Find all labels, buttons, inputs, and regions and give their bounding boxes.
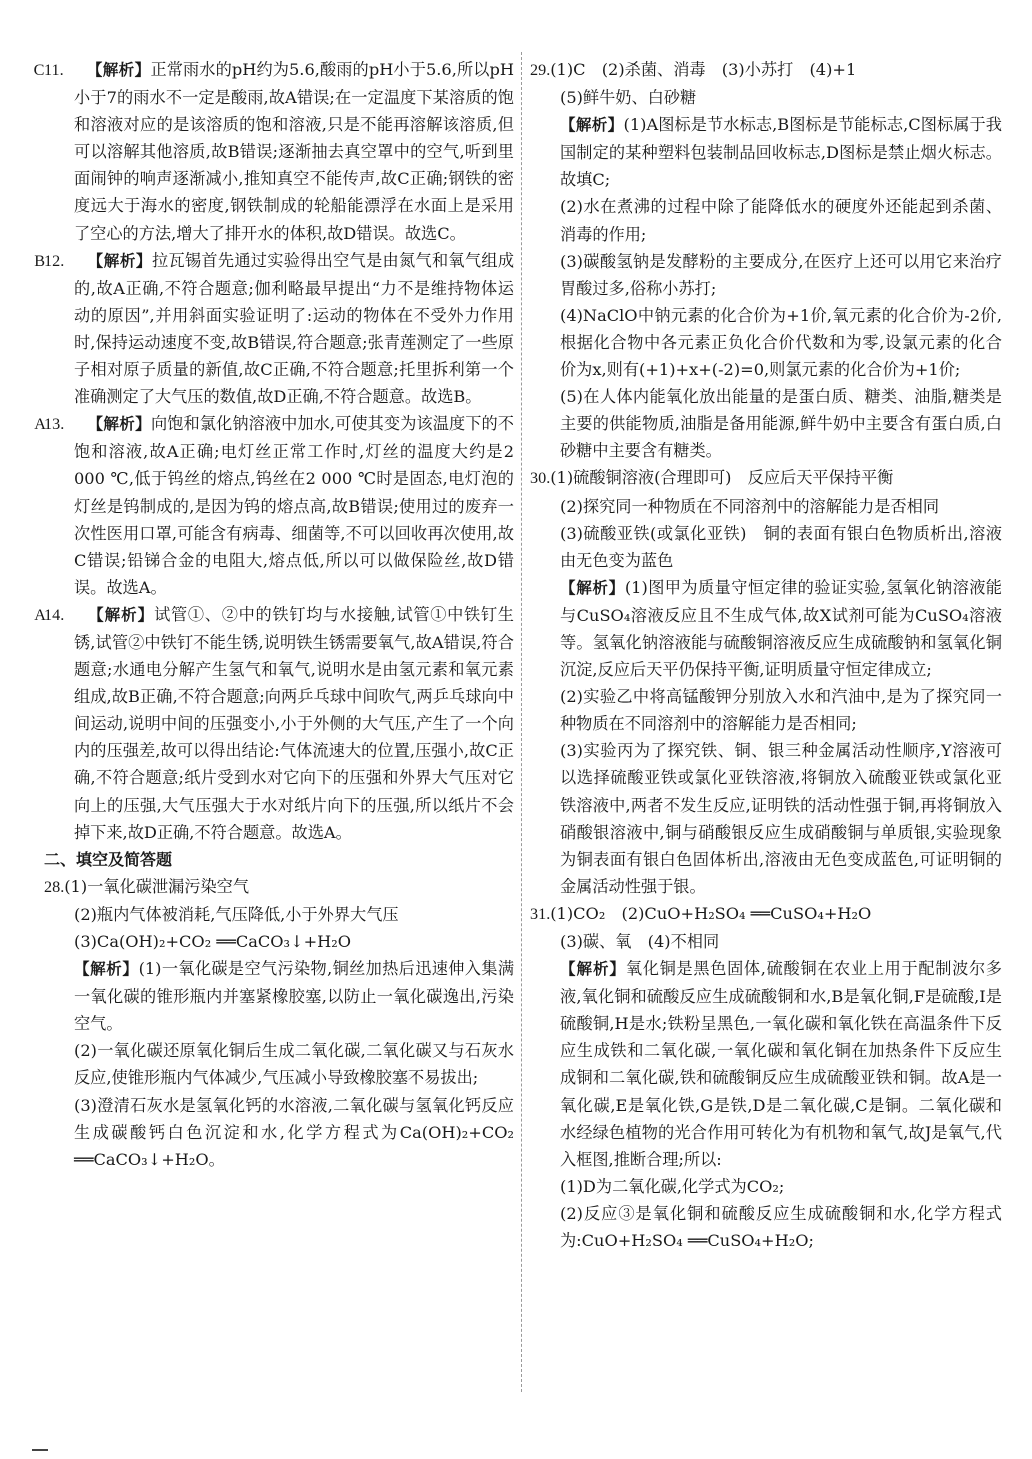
question-number: 13. [44, 415, 65, 434]
analysis-text: (1)D为二氧化碳,化学式为CO₂; [560, 1176, 785, 1196]
right-column [530, 56, 1002, 1254]
analysis-text: (1)图甲为质量守恒定律的验证实验,氢氧化钠溶液能与CuSO₄溶液反应且不生成气体,故X试剂可能为CuSO₄溶液等。氢氧化钠溶液能与硫酸铜溶液反应生成硫酸钠和氢氧化铜沉淀,反应后天平仍保持平衡,证明质量守恒定律成立; [560, 577, 1002, 680]
analysis-text: (4)NaClO中钠元素的化合价为+1价,氧元素的化合价为-2价,根据化合物中各元素正负化合价代数和为零,设氯元素的化合价为x,则有(+1)+x+(-2)=0,则氯元素的化合价为+1价; [560, 305, 1002, 380]
answer-letter: C [33, 61, 45, 79]
question-number: 12. [44, 251, 65, 270]
analysis-text: (2)水在煮沸的过程中除了能降低水的硬度外还能起到杀菌、消毒的作用; [560, 197, 1002, 244]
question-number: 11. [44, 61, 64, 79]
answer-11 [33, 56, 514, 247]
analysis-tag: 【解析】 [74, 960, 139, 979]
analysis-text: (1)一氧化碳是空气污染物,铜丝加热后迅速伸入集满一氧化碳的锥形瓶内并塞紧橡胶塞,以防止一氧化碳逸出,污染空气。 [74, 959, 515, 1034]
analysis-text: (2)一氧化碳还原氧化铜后生成二氧化碳,二氧化碳又与石灰水反应,使锥形瓶内气体减少,气压减小导致橡胶塞不易拔出; [74, 1041, 514, 1088]
analysis-text: 试管①、②中的铁钉均与水接触,试管①中铁钉生锈,试管②中铁钉不能生锈,说明铁生锈需要氧气,故A错误,符合题意;水通电分解产生氢气和氧气,说明水是由氢元素和氧元素组成,故B正确,不符合题意;向两乒乓球中间吹气,两乒乓球向中间运动,说明中间的压强变小,小于外侧的大气压,产生了一个向内的压强差,故可以得出结论:气体流速大的位置,压强小,故C正确,不符合题意;纸片受到水对它向下的压强和外界大气压对它向上的压强,大气压强大于水对纸片向下的压强,所以纸片不会掉下来,故D正确,不符合题意。故选A。 [74, 604, 514, 842]
analysis-text: (1)A图标是节水标志,B图标是节能标志,C图标属于我国制定的某种塑料包装制品回收标志,D图标是禁止烟火标志。故填C; [560, 115, 1002, 190]
answer-13 [34, 410, 514, 601]
column-divider [521, 52, 522, 1392]
answer-part-3: (3)Ca(OH)₂+CO₂ ══CaCO₃↓+H₂O [74, 932, 352, 951]
analysis-text: 氧化铜是黑色固体,硫酸铜在农业上用于配制波尔多液,氧化铜和硫酸反应生成硫酸铜和水,B是氧化铜,F是硫酸,I是硫酸铜,H是水;铁粉呈黑色,一氧化碳和氧化铁在高温条件下反应生成铁和二氧化碳,一氧化碳和氧化铜在加热条件下反应生成铜和二氧化碳,铁和硫酸铜反应生成硫酸亚铁和铜。故A是一氧化碳,E是氧化铁,G是铁,D是二氧化碳,C是铜。二氧化碳和水经绿色植物的光合作用可转化为有机物和氧气,故J是氧气,代入框图,推断合理;所以: [560, 959, 1002, 1169]
analysis-tag: 【解析】 [560, 960, 626, 979]
answer-part-1: (1)硫酸铜溶液(合理即可) 反应后天平保持平衡 [550, 468, 894, 488]
analysis-tag: 【解析】 [88, 605, 155, 624]
answer-letter: B [34, 251, 46, 270]
question-number: 30. [530, 469, 551, 488]
answer-letter: A [34, 605, 46, 624]
answer-part-2: (3)碳、氧 (4)不相同 [560, 932, 720, 951]
analysis-text: (5)在人体内能氧化放出能量的是蛋白质、糖类、油脂,糖类是主要的供能物质,油脂是备用能源,鲜牛奶中主要含有蛋白质,白砂糖中主要含有糖类。 [560, 387, 1002, 461]
analysis-text: 向饱和氯化钠溶液中加水,可使其变为该温度下的不饱和溶液,故A正确;电灯丝正常工作时,灯丝的温度大约是2 000 ℃,低于钨丝的熔点,钨丝在2 000 ℃时是固态,电灯泡的灯丝是钨制成的,是因为钨的熔点高,故B错误;使用过的废弃一次性医用口罩,可能含有病毒、细菌等,不可以回收再次使用,故C错误;铅锑合金的电阻大,熔点低,所以可以做保险丝,故D错误。故选A。 [74, 414, 514, 597]
analysis-tag: 【解析】 [560, 116, 624, 135]
analysis-tag: 【解析】 [86, 61, 151, 79]
answer-part-1: (1)一氧化碳泄漏污染空气 [64, 876, 250, 896]
answer-29 [530, 56, 1002, 464]
question-number: 31. [530, 904, 551, 923]
analysis-text: (2)实验乙中将高锰酸钾分别放入水和汽油中,是为了探究同一种物质在不同溶剂中的溶解能力是否相同; [560, 687, 1002, 734]
analysis-text: 拉瓦锡首先通过实验得出空气是由氮气和氧气组成的,故A正确,不符合题意;伽利略最早提出“力不是维持物体运动的原因”,并用斜面实验证明了:运动的物体在不受外力作用时,保持运动速度不变,故B错误,符合题意;张青莲测定了一些原子相对原子质量的新值,故C正确,不符合题意;托里拆利第一个准确测定了大气压的数值,故D正确,不符合题意。故选B。 [74, 250, 515, 407]
analysis-tag: 【解析】 [560, 578, 625, 597]
question-number: 14. [44, 605, 65, 624]
answer-part-2: (2)瓶内气体被消耗,气压降低,小于外界大气压 [74, 904, 399, 924]
footer-mark [32, 1449, 48, 1451]
answer-14 [34, 601, 514, 846]
left-column [33, 56, 515, 1173]
question-number: 28. [44, 877, 65, 896]
question-number: 29. [530, 61, 551, 79]
answer-12 [34, 247, 515, 411]
analysis-text: (2)反应③是氧化铜和硫酸反应生成硫酸铜和水,化学方程式为:CuO+H₂SO₄ ══CuSO₄+H₂O; [560, 1203, 1002, 1251]
analysis-text: 正常雨水的pH约为5.6,酸雨的pH小于5.6,所以pH小于7的雨水不一定是酸雨,故A错误;在一定温度下某溶质的饱和溶液对应的是该溶质的饱和溶液,只是不能再溶解该溶质,但可以溶解其他溶质,故B错误;逐渐抽去真空罩中的空气,听到里面闹钟的响声逐渐减小,推知真空不能传声,故C正确;钢铁的密度远大于海水的密度,钢铁制成的轮船能漂浮在水面上是采用了空心的方法,增大了排开水的体积,故D错误。故选C。 [74, 60, 514, 243]
answer-31 [530, 900, 1002, 1254]
answer-28 [44, 873, 514, 1173]
answer-30 [530, 464, 1002, 900]
answer-part-2: (5)鲜牛奶、白砂糖 [560, 88, 697, 108]
analysis-text: (3)澄清石灰水是氢氧化钙的水溶液,二氧化碳与氢氧化钙反应生成碳酸钙白色沉淀和水,化学方程式为Ca(OH)₂+CO₂ ══CaCO₃↓+H₂O。 [74, 1095, 514, 1169]
analysis-text: (3)实验丙为了探究铁、铜、银三种金属活动性顺序,Y溶液可以选择硫酸亚铁或氯化亚铁溶液,将铜放入硫酸亚铁或氯化亚铁溶液中,两者不发生反应,证明铁的活动性强于铜,再将铜放入硝酸银溶液中,铜与硝酸银反应生成硝酸铜与单质银,实验现象为铜表面有银白色固体析出,溶液由无色变成蓝色,可证明铜的金属活动性强于银。 [560, 741, 1002, 896]
section-heading: 二、填空及简答题 [44, 849, 173, 869]
answer-part-3: (3)硫酸亚铁(或氯化亚铁) 铜的表面有银白色物质析出,溶液由无色变为蓝色 [560, 523, 1002, 570]
answer-letter: A [34, 415, 46, 434]
answer-part-1: (1)C (2)杀菌、消毒 (3)小苏打 (4)+1 [550, 60, 857, 79]
analysis-text: (3)碳酸氢钠是发酵粉的主要成分,在医疗上还可以用它来治疗胃酸过多,俗称小苏打; [560, 251, 1002, 298]
analysis-tag: 【解析】 [87, 415, 151, 434]
answer-part-2: (2)探究同一种物质在不同溶剂中的溶解能力是否相同 [560, 496, 940, 516]
answer-part-1: (1)CO₂ (2)CuO+H₂SO₄ ══CuSO₄+H₂O [550, 903, 872, 923]
analysis-tag: 【解析】 [87, 251, 152, 270]
